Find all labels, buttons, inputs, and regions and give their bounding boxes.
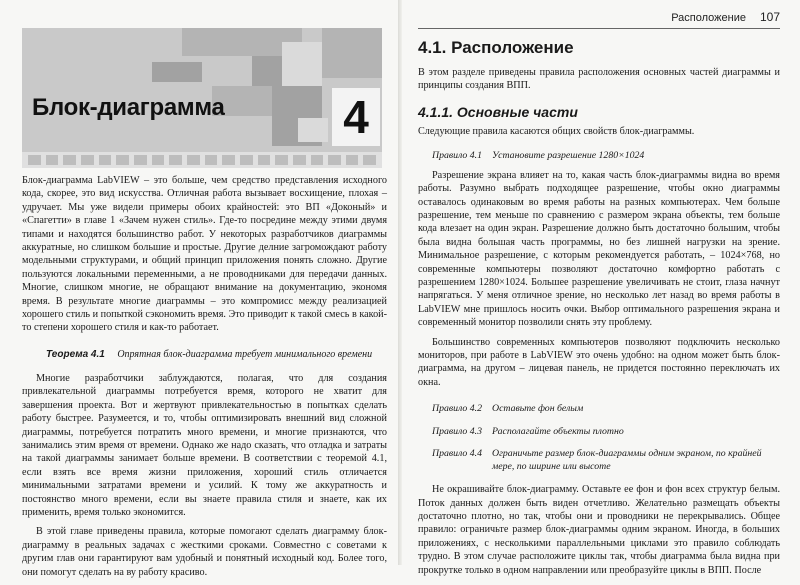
header-rule	[418, 28, 780, 29]
section-intro: В этом разделе приведены правила расположения основных частей диаграммы и принципы создания ВПП.	[418, 67, 780, 92]
chapter-number: 4	[332, 88, 380, 146]
banner-strip	[22, 152, 382, 168]
rule-label: Правило 4.4	[432, 448, 483, 460]
rule-label: Правило 4.3	[432, 425, 483, 437]
theorem	[46, 349, 387, 360]
subsection-intro: Следующие правила касаются общих свойств блок-диаграммы.	[418, 125, 695, 137]
rule-text: Установите разрешение 1280×1024	[492, 150, 645, 162]
chapter-title: Блок-диаграмма	[32, 94, 225, 121]
rule-label: Правило 4.1	[432, 150, 483, 162]
page-number: 107	[759, 10, 780, 24]
rule-4-2	[418, 403, 780, 416]
paragraph: Разрешение экрана влияет на то, какая часть блок-диаграммы видна во время работы. Разумно выбрать подходящее разрешение, чтобы окно диаграммы оставалось одинаковым во время работы на разных компьютерах. Чем больше разрешение, тем меньше по сравнению с размером экрана объекты, тем больше кода влезает на один экран. Разрешение должно быть достаточно большим, чтобы была видна большая часть программы, но без лишней нагрузки на зрение. Минимальное разрешение, с которым рекомендуется работать, – 1024×768, но современные компьютеры позволяют достаточно комфортно работать с разрешением 1280×1024. Большее разрешение увеличивать не стоит, глаза начнут напрягаться. У меня отличное зрение, но несколько лет назад во время работы в LabVIEW мне пришлось носить очки. Выбор оптимального разрешения экрана и современный монитор позволили снять эту проблему.	[418, 169, 780, 329]
paragraph: Блок-диаграмма LabVIEW – это больше, чем средство представления исходного кода, скорее, это вид искусства. Отличная работа вызывает восхищение, плохая – удручает. Мы уже видели примеры обоих крайностей: это ВП «Доконый» и «Спагетти» в главе 1 «Зачем нужен стиль». Где-то посредине между этими двумя типами и находятся большинство работ. У некоторых разработчиков диаграммы аккуратные, но слишком большие и простые. Другие делние загромождают работу модельными структурами, и общий принцип приложения понять сложно. Другие пользуются локальными переменными, а не проводниками для передачи данных. Многие, слишком многие, не обращают внимание на документацию, экономя время. В результате многие диаграммы – это компромисс между реализацией хорошего стиль и попыткой сэкономить время. Это приводит к такой смесь в какой-то степени хорошего стиля и как-то работает.	[22, 175, 388, 334]
rule-4-1	[418, 150, 780, 163]
running-head	[671, 10, 780, 24]
paragraph: Не окрашивайте блок-диаграмму. Оставьте ее фон и фон всех структур белым. Поток данных должен быть виден отчетливо. Желательно размещать объекты достаточно плотно, но так, чтобы они и проводники не перекрывались. Общее правило: ограничьте размер блок-диаграммы одним экраном. Иногда, в больших приложениях, с несколькими параллельными циклами это правило соблюдать трудно. В этом случае расположите циклы так, чтобы диаграмма была видна при прокрутке только в одном направлении или преобразуйте циклы в ВПП. После	[418, 484, 780, 576]
theorem-label: Теорема 4.1	[46, 348, 105, 360]
chapter-banner	[22, 28, 382, 168]
rule-text: Оставьте фон белым	[492, 403, 584, 415]
rule-4-3	[418, 426, 780, 439]
paragraph: Многие разработчики заблуждаются, полагая, что для создания привлекательной диаграммы потребуется время, которого не хватит для завершения проекта. Вот и жертвуют привлекательностью в попытках сделать работу быстрее. Разумеется, и то, чтобы оптимизировать внешний вид сложной диаграммы, потребуется потратить много времени, и многие признаются, что занимались этим время от времени. Однако же надо сказать, что отладка и затраты на такой диаграммы занимает больше времени. В соответствии с теоремой 4.1, если взять все время жизни приложения, хороший стиль отличается минимальными затратами времени и усилий. К тому же аккуратность и постоянство много времени, если вы знаете правила стиля и знаете, как их применить, время только экономится.	[22, 372, 387, 518]
rule-text: Ограничьте размер блок-диаграммы одним экраном, по крайней мере, по ширине или высоте	[492, 448, 762, 472]
rule-text: Располагайте объекты плотно	[492, 425, 624, 437]
paragraph: В этой главе приведены правила, которые помогают сделать диаграмму блок-диаграмму в реальных задачах с жесткими сроками. Совместно с советами к другим глав они гарантируют вам удобный и понятный исходный код. Более того, они помогут сделать на ву работу красиво.	[22, 526, 387, 578]
theorem-text: Опрятная блок-диаграмма требует минимального времени	[117, 348, 373, 360]
right-body	[418, 66, 780, 583]
page-gutter	[398, 0, 402, 565]
running-head-title: Расположение	[671, 12, 746, 24]
section-title: 4.1. Расположение	[418, 38, 574, 57]
subsection-title: 4.1.1. Основные части	[418, 104, 578, 120]
paragraph: Большинство современных компьютеров позволяют подключить несколько мониторов, при работе в LabVIEW это очень удобно: на одном может быть блок-диаграмма, на другом – лицевая панель, не придется постоянно переключать их окна.	[418, 336, 780, 388]
left-page	[22, 28, 387, 585]
rule-4-4	[418, 448, 780, 473]
rule-label: Правило 4.2	[432, 403, 483, 415]
